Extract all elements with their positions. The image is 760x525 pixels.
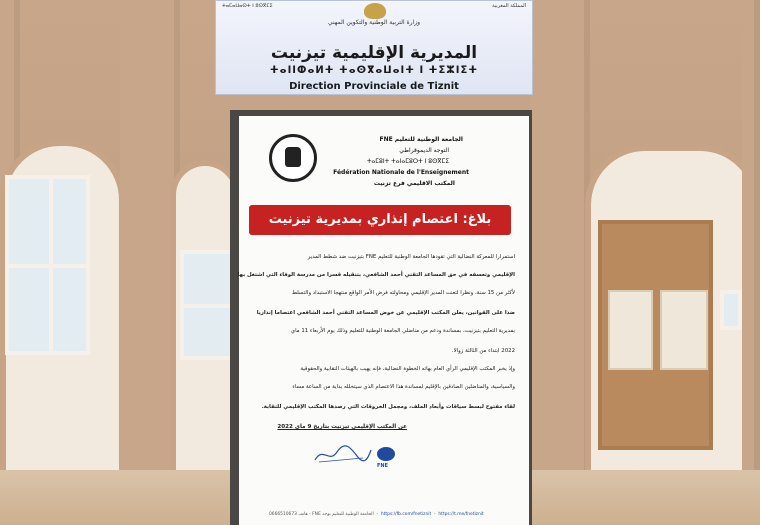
body-line: والسياسية، والمناضلين الصادقين بالإقليم لمساندة هذا الاعتصام الذي سيتخلله بداية من الساعة مساء (292, 384, 515, 390)
body-line: الإقليمي وتعسفه في حق المساعد التقني أحمد الشافعي، بتنقيله قسرا من مدرسة الوفاء التي اشتغل بها (237, 272, 515, 278)
poster-footer: https://fb.com/fnetiznit - https://t.me/fnetiznit - الجامعة الوطنية للتعليم توجه FNE - هاتف 0666510673 (269, 512, 484, 517)
poster-header-line: FNE الجامعة الوطنية للتعليم (379, 136, 463, 143)
directorate-sign (215, 0, 533, 95)
sign-top-left-text: ⵜⴰⵎⴰⵡⴰⵙⵜ ⵏ ⵓⵙⴳⵎⵉ (222, 3, 273, 9)
poster-header-line: التوجه الديموقراطي (399, 147, 449, 154)
poster-header-line: ⵜⴰⵎⵓⵏⵜ ⵜⴰⵏⴰⵎⵓⵔⵜ ⵏ ⵓⵙⴳⵎⵉ (366, 158, 449, 165)
footer-contact-text: الجامعة الوطنية للتعليم توجه FNE - هاتف 0666510673 (269, 512, 374, 517)
notice-board-right (660, 290, 708, 370)
announcement-poster (239, 116, 529, 525)
moroccan-emblem-icon (364, 3, 386, 19)
body-line: استمرارا للمعركة النضالية التي تقودها الجامعة الوطنية للتعليم FNE بتيزنيت ضد شطط المدير (307, 254, 515, 260)
center-left-window (180, 250, 235, 360)
sign-tifinagh-title: ⵜⴰⵏⵏⵀⴰⵍⵜ ⵜⴰⵙⴳⴰⵡⴰⵏⵜ ⵏ ⵜⵉⵣⵏⵉⵜ (269, 65, 479, 76)
body-line: ضدا على القوانين، يعلن المكتب الإقليمي عن خوض المساعد التقني أحمد الشافعي اعتصاما إنذاريا (256, 310, 515, 316)
left-window (5, 175, 90, 355)
body-line: بمديرية التعليم بتيزنيت، بمساندة ودعم من مناضلي الجامعة الوطنية للتعليم وذلك يوم الأربعاء 11 ماي (290, 328, 515, 334)
sign-arabic-title: المديرية الإقليمية تيزنيت (270, 43, 478, 63)
body-line: لقاء مفتوح لبسط سياقات وأبعاد الملف، ومجمل الخروقات التي رصدها المكتب الإقليمي للنقابة. (261, 404, 515, 410)
footer-link-facebook[interactable]: https://fb.com/fnetiznit (380, 512, 432, 517)
center-right-pillar (530, 0, 590, 470)
handwritten-signature (313, 442, 373, 466)
body-line: 2022 ابتداء من الثالثة زوالا. (451, 348, 515, 354)
fne-stamp-icon (377, 447, 395, 461)
poster-signoff: عن المكتب الإقليمي تيزنيت بتاريخ 9 ماي 2022 (277, 424, 407, 430)
poster-header-line: Fédération Nationale de l'Enseignement (333, 169, 469, 176)
sign-ministry-text: وزارة التربية الوطنية والتكوين المهني (327, 19, 421, 26)
footer-link-telegram[interactable]: https://t.me/fnetiznit (438, 512, 484, 517)
right-small-window (720, 290, 742, 330)
sign-top-right-text: المملكة المغربية (492, 3, 526, 9)
poster-header-line: المكتب الاقليمي فرع تزنيت (373, 180, 455, 187)
body-line: لأكثر من 15 سنة، ونظرا لتعنت المدير الإقليمي ومحاولته فرض الأمر الواقع منتهجا الاستبداد والتسلط (291, 290, 515, 296)
body-line: وإذ يخبر المكتب الإقليمي الرأي العام بهاته الخطوة النضالية، فإنه يهيب بالهيئات النقابية والحقوقية (300, 366, 515, 372)
notice-board-left (608, 290, 653, 370)
fne-stamp-label: FNE (377, 463, 389, 469)
fne-fist-logo-icon (269, 134, 317, 182)
announcement-banner: بلاغ: اعتصام إنذاري بمديرية تيزنيت (249, 205, 511, 235)
right-pillar (742, 0, 760, 470)
sign-french-title: Direction Provinciale de Tiznit (289, 81, 459, 92)
